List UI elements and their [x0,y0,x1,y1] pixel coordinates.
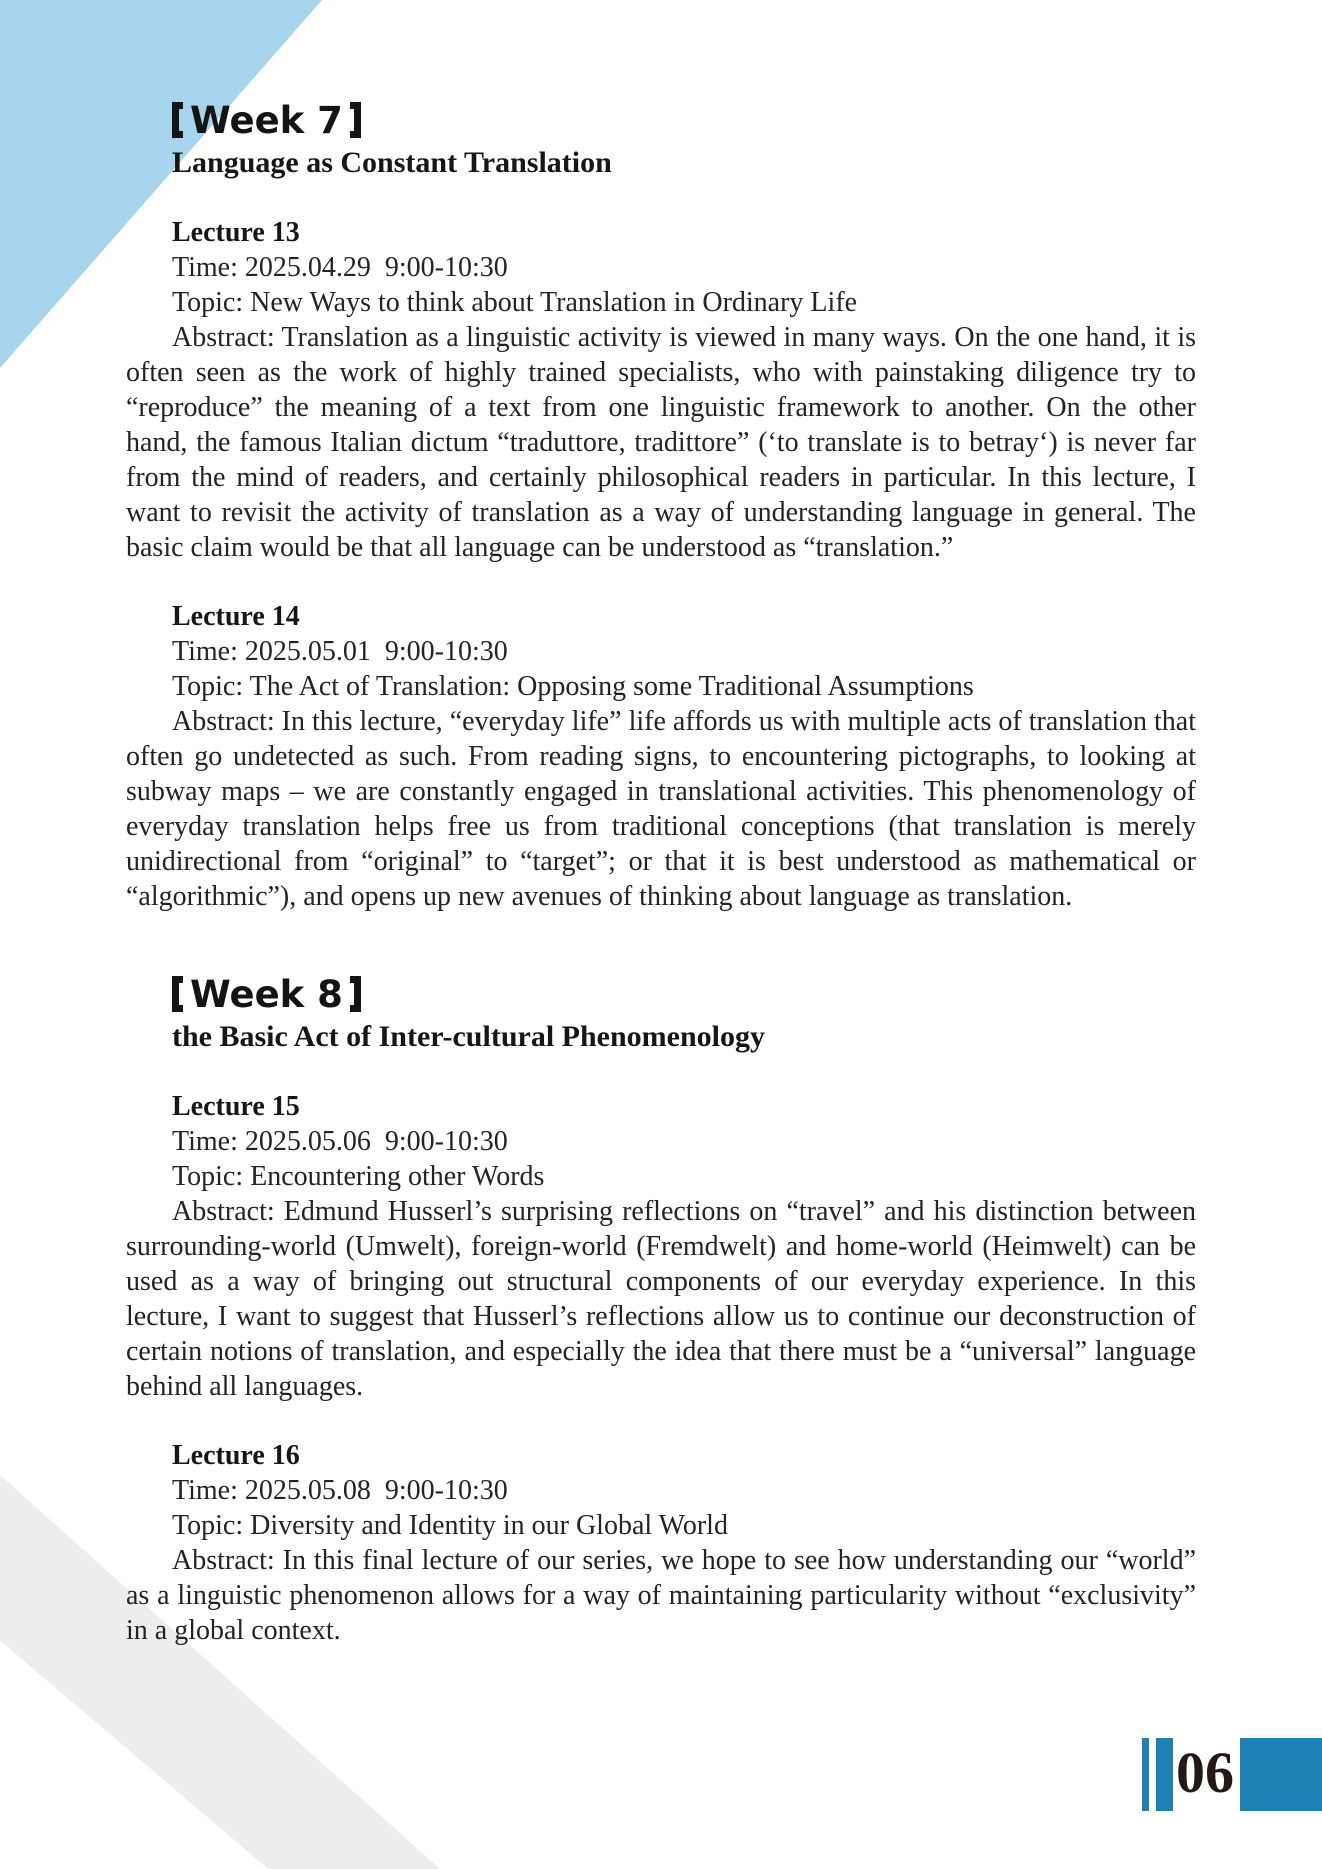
lecture-heading: Lecture 14 [172,601,300,632]
lenticular-bracket-left-icon [172,976,183,1012]
lecture-block [126,215,1196,565]
week-section-8 [126,914,1196,1648]
lecture-time: Time: 2025.05.06 9:00-10:30 [172,1126,508,1157]
week-title [172,95,1196,145]
lecture-abstract: Abstract: In this lecture, “everyday life” life affords us with multiple acts of translation that often go undetected as such. From reading signs, to encountering pictographs, to looking at subway maps – we are constantly engaged in translational activities. This phenomenology of everyday translation helps free us from traditional conceptions (that translation is merely unidirectional from “original” to “target”; or that it is best understood as mathematical or “algorithmic”), and opens up new avenues of thinking about language as translation. [126,706,1196,912]
lecture-block [126,1089,1196,1404]
lecture-time: Time: 2025.05.01 9:00-10:30 [172,636,508,667]
lecture-time: Time: 2025.04.29 9:00-10:30 [172,252,508,283]
lenticular-bracket-left-icon [172,102,183,138]
lecture-topic: Topic: Diversity and Identity in our Global World [172,1510,728,1541]
footer-corner-block [1240,1738,1322,1811]
lenticular-bracket-right-icon [350,102,361,138]
week-subtitle: Language as Constant Translation [172,146,612,179]
lecture-time: Time: 2025.05.08 9:00-10:30 [172,1475,508,1506]
lecture-abstract: Abstract: Translation as a linguistic activity is viewed in many ways. On the one hand, it is often seen as the work of highly trained specialists, who with painstaking diligence try to “reproduce” the meaning of a text from one linguistic framework to another. On the other hand, the famous Italian dictum “traduttore, tradittore” (‘to translate is to betray‘) is never far from the mind of readers, and certainly philosophical readers in particular. In this lecture, I want to revisit the activity of translation as a way of understanding language in general. The basic claim would be that all language can be understood as “translation.” [126,322,1196,563]
page-content [126,0,1196,1648]
week-section-7 [126,0,1196,914]
footer-bar-thick [1156,1738,1173,1811]
lenticular-bracket-right-icon [350,976,361,1012]
lecture-abstract: Abstract: Edmund Husserl’s surprising reflections on “travel” and his distinction between surrounding-world (Umwelt), foreign-world (Fremdwelt) and home-world (Heimwelt) can be used as a way of bringing out structural components of our everyday experience. In this lecture, I want to suggest that Husserl’s reflections allow us to continue our deconstruction of certain notions of translation, and especially the idea that there must be a “universal” language behind all languages. [126,1196,1196,1402]
lecture-block [126,1438,1196,1648]
lecture-block [126,599,1196,914]
week-title [172,969,1196,1019]
lecture-topic: Topic: Encountering other Words [172,1161,545,1192]
footer-bar-thin [1142,1738,1149,1811]
week-title-text: Week 8 [190,972,343,1016]
lecture-heading: Lecture 13 [172,217,300,248]
week-subtitle: the Basic Act of Inter-cultural Phenomenology [172,1020,765,1053]
lecture-abstract: Abstract: In this final lecture of our series, we hope to see how understanding our “world” as a linguistic phenomenon allows for a way of maintaining particularity without “exclusivity” in a global context. [126,1545,1196,1646]
page-number: 06 [1176,1740,1234,1805]
lecture-heading: Lecture 15 [172,1091,300,1122]
lecture-topic: Topic: New Ways to think about Translation in Ordinary Life [172,287,858,318]
lecture-topic: Topic: The Act of Translation: Opposing some Traditional Assumptions [172,671,974,702]
lecture-heading: Lecture 16 [172,1440,300,1471]
week-title-text: Week 7 [190,98,343,142]
